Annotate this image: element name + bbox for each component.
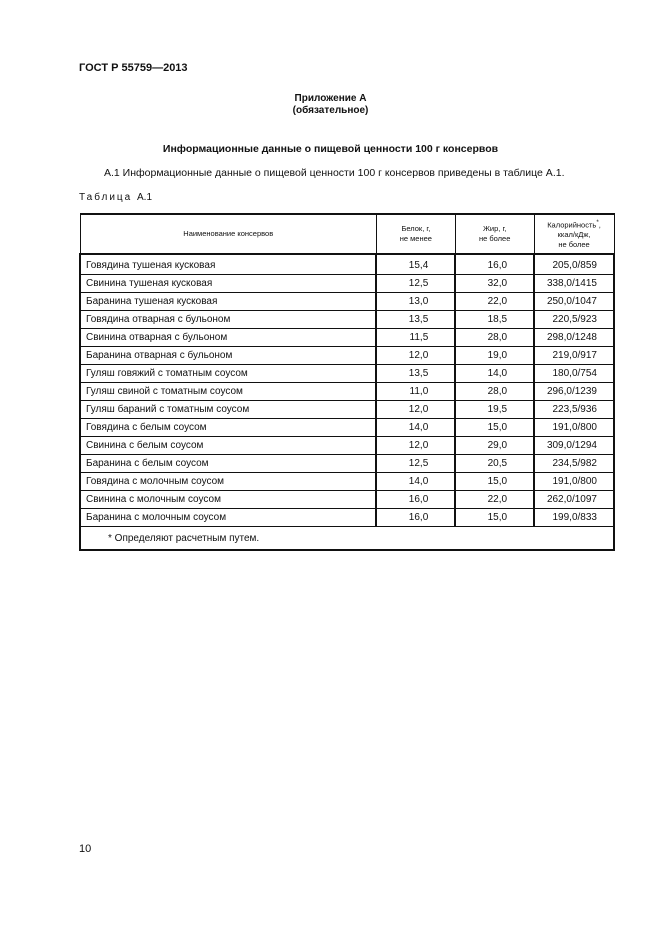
cell-calories: 262,0/1097 [534, 491, 614, 509]
table-footnote-row [80, 527, 614, 551]
cell-name: Говядина тушеная кусковая [80, 254, 376, 275]
cell-protein: 13,5 [376, 311, 455, 329]
table-row [80, 347, 614, 365]
table-row [80, 293, 614, 311]
table-row [80, 365, 614, 383]
cell-fat: 22,0 [455, 491, 534, 509]
cell-calories: 250,0/1047 [534, 293, 614, 311]
cell-fat: 32,0 [455, 275, 534, 293]
cell-calories: 205,0/859 [534, 254, 614, 275]
cell-calories: 234,5/982 [534, 455, 614, 473]
cell-fat: 28,0 [455, 329, 534, 347]
cell-name: Говядина с белым соусом [80, 419, 376, 437]
cell-protein: 13,5 [376, 365, 455, 383]
table-footnote: * Определяют расчетным путем. [80, 527, 614, 551]
header-name: Наименование консервов [80, 214, 376, 254]
cell-calories: 191,0/800 [534, 473, 614, 491]
header-fat: Жир, г, не более [455, 214, 534, 254]
cell-name: Говядина с молочным соусом [80, 473, 376, 491]
cell-protein: 12,0 [376, 437, 455, 455]
cell-calories: 220,5/923 [534, 311, 614, 329]
table-row [80, 455, 614, 473]
cell-protein: 12,0 [376, 347, 455, 365]
cell-name: Говядина отварная с бульоном [80, 311, 376, 329]
cell-fat: 15,0 [455, 419, 534, 437]
table-row [80, 437, 614, 455]
cell-protein: 13,0 [376, 293, 455, 311]
nutrition-table [79, 213, 615, 551]
document-code: ГОСТ Р 55759—2013 [79, 62, 188, 74]
table-label-word: Таблица [79, 192, 133, 203]
table-row [80, 401, 614, 419]
cell-name: Свинина с белым соусом [80, 437, 376, 455]
cell-calories: 191,0/800 [534, 419, 614, 437]
header-calories: Калорийность*, ккал/кДж, не более [534, 214, 614, 254]
annex-status: (обязательное) [292, 105, 369, 116]
header-protein: Белок, г, не менее [376, 214, 455, 254]
cell-name: Свинина отварная с бульоном [80, 329, 376, 347]
cell-name: Баранина отварная с бульоном [80, 347, 376, 365]
cell-protein: 12,5 [376, 455, 455, 473]
table-row [80, 311, 614, 329]
cell-calories: 180,0/754 [534, 365, 614, 383]
table-header-row [80, 214, 614, 254]
cell-fat: 18,5 [455, 311, 534, 329]
cell-calories: 309,0/1294 [534, 437, 614, 455]
cell-name: Гуляш бараний с томатным соусом [80, 401, 376, 419]
cell-fat: 20,5 [455, 455, 534, 473]
cell-calories: 298,0/1248 [534, 329, 614, 347]
table-row [80, 383, 614, 401]
cell-protein: 14,0 [376, 473, 455, 491]
cell-fat: 19,5 [455, 401, 534, 419]
table-label [79, 192, 152, 203]
cell-fat: 15,0 [455, 473, 534, 491]
cell-protein: 12,5 [376, 275, 455, 293]
cell-calories: 199,0/833 [534, 509, 614, 527]
cell-fat: 28,0 [455, 383, 534, 401]
cell-fat: 15,0 [455, 509, 534, 527]
table-row [80, 491, 614, 509]
section-title: Информационные данные о пищевой ценности 100 г консервов [162, 143, 499, 155]
cell-name: Свинина тушеная кусковая [80, 275, 376, 293]
cell-name: Гуляш свиной с томатным соусом [80, 383, 376, 401]
table-row [80, 473, 614, 491]
cell-protein: 11,5 [376, 329, 455, 347]
cell-fat: 22,0 [455, 293, 534, 311]
cell-fat: 19,0 [455, 347, 534, 365]
table-row [80, 509, 614, 527]
table-row [80, 329, 614, 347]
cell-calories: 219,0/917 [534, 347, 614, 365]
annex-title: Приложение А [294, 93, 367, 104]
annex-heading [0, 93, 661, 117]
cell-protein: 15,4 [376, 254, 455, 275]
table-label-number: А.1 [137, 192, 153, 203]
page-number: 10 [79, 843, 92, 855]
cell-name: Баранина с молочным соусом [80, 509, 376, 527]
cell-protein: 12,0 [376, 401, 455, 419]
cell-protein: 14,0 [376, 419, 455, 437]
cell-calories: 338,0/1415 [534, 275, 614, 293]
cell-protein: 16,0 [376, 491, 455, 509]
cell-calories: 223,5/936 [534, 401, 614, 419]
cell-name: Баранина с белым соусом [80, 455, 376, 473]
cell-name: Баранина тушеная кусковая [80, 293, 376, 311]
table-row [80, 275, 614, 293]
cell-fat: 29,0 [455, 437, 534, 455]
cell-calories: 296,0/1239 [534, 383, 614, 401]
cell-name: Свинина с молочным соусом [80, 491, 376, 509]
cell-protein: 16,0 [376, 509, 455, 527]
cell-fat: 14,0 [455, 365, 534, 383]
cell-fat: 16,0 [455, 254, 534, 275]
intro-paragraph: А.1 Информационные данные о пищевой ценности 100 г консервов приведены в таблице А.1. [104, 167, 565, 179]
cell-protein: 11,0 [376, 383, 455, 401]
table-row [80, 254, 614, 275]
table-row [80, 419, 614, 437]
cell-name: Гуляш говяжий с томатным соусом [80, 365, 376, 383]
